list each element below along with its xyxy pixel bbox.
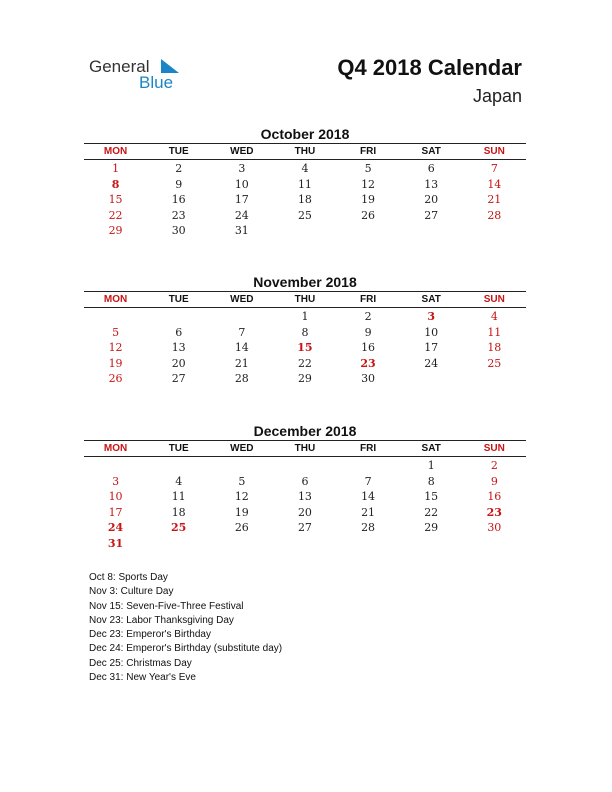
holiday-item: Dec 24: Emperor's Birthday (substitute day) bbox=[89, 643, 283, 655]
day-cell: 27 bbox=[297, 521, 312, 535]
day-cell: 17 bbox=[108, 505, 123, 519]
day-cell: 14 bbox=[361, 490, 376, 504]
day-cell: 11 bbox=[297, 177, 312, 191]
day-cell: 20 bbox=[297, 505, 312, 519]
holiday-item: Dec 31: New Year's Eve bbox=[89, 672, 196, 684]
month-title: October 2018 bbox=[260, 126, 350, 142]
holiday-day-cell: 3 bbox=[427, 310, 436, 323]
weekday-label-sat: SAT bbox=[421, 443, 441, 454]
day-cell: 11 bbox=[487, 325, 502, 339]
day-cell: 5 bbox=[364, 162, 372, 175]
day-cell: 6 bbox=[175, 325, 183, 339]
day-cell: 18 bbox=[297, 193, 312, 207]
weekday-label-tue: TUE bbox=[168, 443, 189, 454]
day-cell: 17 bbox=[424, 341, 439, 355]
day-cell: 22 bbox=[424, 505, 439, 519]
weekday-label-sat: SAT bbox=[421, 294, 441, 305]
weekday-label-fri: FRI bbox=[360, 146, 377, 157]
day-cell: 11 bbox=[171, 490, 186, 504]
logo-text-blue: Blue bbox=[139, 73, 174, 92]
day-cell: 24 bbox=[424, 356, 439, 370]
day-cell: 15 bbox=[108, 193, 123, 207]
day-cell: 8 bbox=[301, 325, 309, 339]
day-cell: 18 bbox=[171, 505, 186, 519]
weekday-label-thu: THU bbox=[294, 294, 316, 305]
day-cell: 9 bbox=[490, 474, 498, 488]
day-cell: 6 bbox=[301, 474, 309, 488]
day-cell: 7 bbox=[490, 162, 498, 175]
weekday-label-tue: TUE bbox=[168, 146, 189, 157]
day-cell: 28 bbox=[487, 208, 502, 222]
holiday-item: Nov 3: Culture Day bbox=[89, 586, 174, 598]
day-cell: 28 bbox=[234, 372, 249, 386]
holiday-day-cell: 23 bbox=[486, 505, 502, 519]
weekday-label-sat: SAT bbox=[421, 146, 441, 157]
weekday-label-fri: FRI bbox=[360, 294, 377, 305]
holiday-day-cell: 25 bbox=[171, 521, 187, 535]
day-cell: 19 bbox=[234, 505, 249, 519]
weekday-label-thu: THU bbox=[294, 443, 316, 454]
day-cell: 13 bbox=[424, 177, 439, 191]
weekday-label-mon: MON bbox=[103, 294, 128, 305]
holiday-list bbox=[89, 571, 282, 685]
day-cell: 19 bbox=[361, 193, 376, 207]
day-cell: 30 bbox=[487, 521, 502, 535]
day-cell: 3 bbox=[238, 162, 246, 175]
weekday-header-row bbox=[84, 440, 526, 457]
day-cell: 16 bbox=[487, 490, 502, 504]
day-cell: 5 bbox=[238, 474, 246, 488]
day-cell: 31 bbox=[234, 224, 249, 238]
day-cell: 10 bbox=[234, 177, 249, 191]
day-grid bbox=[84, 309, 526, 387]
day-cell: 15 bbox=[424, 490, 439, 504]
month-december bbox=[84, 422, 526, 552]
page-subtitle: Japan bbox=[472, 86, 522, 106]
weekday-label-sun: SUN bbox=[483, 294, 505, 305]
day-cell: 1 bbox=[112, 162, 120, 175]
day-cell: 1 bbox=[427, 459, 435, 472]
day-cell: 1 bbox=[301, 310, 309, 323]
day-cell: 13 bbox=[171, 341, 186, 355]
day-cell: 9 bbox=[364, 325, 372, 339]
day-cell: 21 bbox=[487, 193, 502, 207]
day-cell: 13 bbox=[297, 490, 312, 504]
holiday-day-cell: 24 bbox=[107, 521, 124, 535]
holiday-day-cell: 23 bbox=[360, 356, 376, 370]
day-cell: 29 bbox=[424, 521, 439, 535]
day-cell: 26 bbox=[361, 208, 376, 222]
day-cell: 26 bbox=[234, 521, 249, 535]
month-november bbox=[84, 273, 526, 387]
day-cell: 12 bbox=[361, 177, 376, 191]
empty-day-cell bbox=[147, 309, 210, 325]
day-cell: 2 bbox=[364, 310, 372, 323]
day-grid bbox=[84, 161, 526, 239]
day-cell: 25 bbox=[297, 208, 312, 222]
day-cell: 12 bbox=[108, 341, 123, 355]
holiday-item: Nov 15: Seven-Five-Three Festival bbox=[89, 600, 244, 612]
empty-day-cell bbox=[273, 458, 336, 474]
day-cell: 26 bbox=[108, 372, 123, 386]
day-cell: 16 bbox=[171, 193, 186, 207]
day-grid bbox=[84, 458, 526, 552]
holiday-item: Dec 23: Emperor's Birthday bbox=[89, 629, 211, 641]
empty-day-cell bbox=[337, 458, 400, 474]
holiday-item: Dec 25: Christmas Day bbox=[89, 657, 192, 669]
empty-day-cell bbox=[210, 458, 273, 474]
day-cell: 21 bbox=[234, 356, 249, 370]
day-cell: 28 bbox=[361, 521, 376, 535]
day-cell: 27 bbox=[424, 208, 439, 222]
weekday-label-mon: MON bbox=[103, 443, 128, 454]
holiday-day-cell: 8 bbox=[111, 177, 120, 191]
day-cell: 4 bbox=[301, 162, 309, 175]
weekday-label-sun: SUN bbox=[483, 146, 505, 157]
day-cell: 10 bbox=[108, 490, 123, 504]
day-cell: 21 bbox=[361, 505, 376, 519]
day-cell: 16 bbox=[361, 341, 376, 355]
day-cell: 25 bbox=[487, 356, 502, 370]
day-cell: 7 bbox=[238, 325, 246, 339]
day-cell: 3 bbox=[112, 474, 120, 488]
day-cell: 19 bbox=[108, 356, 123, 370]
holiday-item: Oct 8: Sports Day bbox=[89, 572, 168, 583]
day-cell: 14 bbox=[234, 341, 249, 355]
weekday-label-sun: SUN bbox=[483, 443, 505, 454]
day-cell: 30 bbox=[361, 372, 376, 386]
day-cell: 27 bbox=[171, 372, 186, 386]
day-cell: 29 bbox=[297, 372, 312, 386]
weekday-label-fri: FRI bbox=[360, 443, 377, 454]
day-cell: 22 bbox=[297, 356, 312, 370]
month-title: November 2018 bbox=[253, 274, 357, 290]
weekday-label-wed: WED bbox=[230, 294, 254, 305]
weekday-header-row bbox=[84, 291, 526, 308]
empty-day-cell bbox=[147, 458, 210, 474]
day-cell: 29 bbox=[108, 224, 123, 238]
month-title: December 2018 bbox=[253, 423, 357, 439]
weekday-header-row bbox=[84, 143, 526, 160]
holiday-item: Nov 23: Labor Thanksgiving Day bbox=[89, 614, 234, 626]
weekday-label-mon: MON bbox=[103, 146, 128, 157]
day-cell: 17 bbox=[234, 193, 249, 207]
logo-text-general: General bbox=[89, 57, 150, 76]
empty-day-cell bbox=[210, 309, 273, 325]
day-cell: 14 bbox=[487, 177, 502, 191]
page-title: Q4 2018 Calendar bbox=[337, 55, 522, 80]
day-cell: 20 bbox=[171, 356, 186, 370]
empty-day-cell bbox=[84, 458, 147, 474]
day-cell: 4 bbox=[175, 474, 183, 488]
day-cell: 2 bbox=[175, 162, 183, 175]
day-cell: 18 bbox=[487, 341, 502, 355]
day-cell: 22 bbox=[108, 208, 123, 222]
holiday-day-cell: 31 bbox=[107, 536, 124, 550]
day-cell: 9 bbox=[175, 177, 183, 191]
day-cell: 24 bbox=[234, 208, 249, 222]
day-cell: 10 bbox=[424, 325, 439, 339]
day-cell: 5 bbox=[112, 325, 120, 339]
empty-day-cell bbox=[84, 309, 147, 325]
day-cell: 4 bbox=[490, 310, 498, 323]
holiday-day-cell: 15 bbox=[297, 341, 313, 355]
weekday-label-wed: WED bbox=[230, 443, 254, 454]
day-cell: 30 bbox=[171, 224, 186, 238]
day-cell: 20 bbox=[424, 193, 439, 207]
day-cell: 2 bbox=[490, 459, 498, 472]
day-cell: 8 bbox=[427, 474, 435, 488]
generalblue-logo bbox=[89, 57, 189, 91]
day-cell: 23 bbox=[171, 208, 186, 222]
month-october bbox=[84, 125, 526, 239]
day-cell: 6 bbox=[427, 162, 435, 175]
logo-flag-icon bbox=[161, 59, 179, 73]
day-cell: 12 bbox=[234, 490, 249, 504]
weekday-label-wed: WED bbox=[230, 146, 254, 157]
weekday-label-thu: THU bbox=[294, 146, 316, 157]
day-cell: 7 bbox=[364, 474, 372, 488]
weekday-label-tue: TUE bbox=[168, 294, 189, 305]
